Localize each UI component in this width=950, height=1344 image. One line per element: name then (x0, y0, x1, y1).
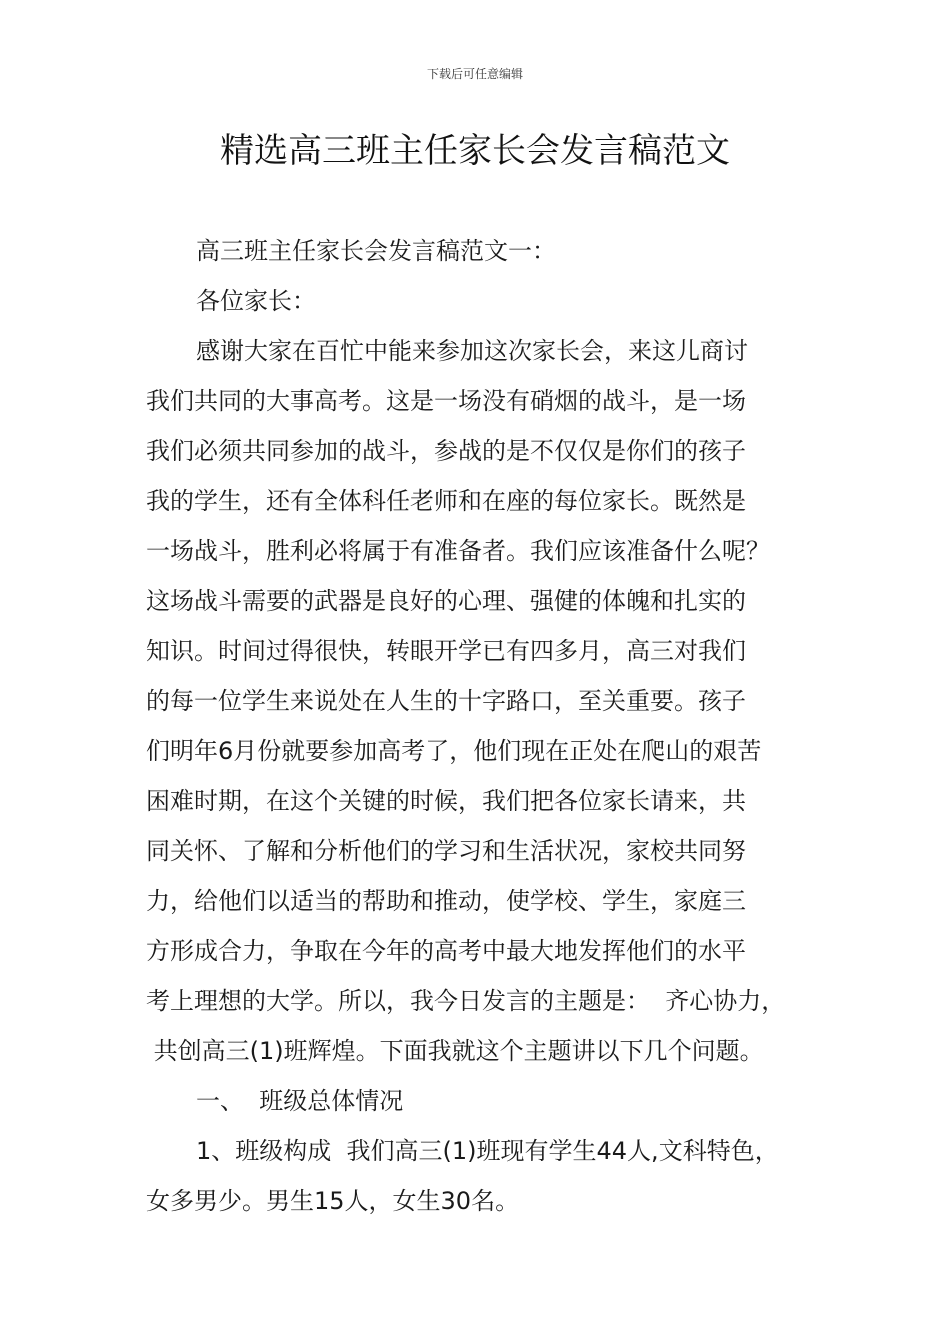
section-heading: 一、 班级总体情况 (196, 1087, 404, 1115)
body-line: 感谢大家在百忙中能来参加这次家长会，来这儿商讨 (196, 337, 748, 365)
body-line: 1、班级构成 我们高三(1)班现有学生44人,文科特色， (196, 1137, 779, 1165)
body-line: 考上理想的大学。所以，我今日发言的主题是： 齐心协力， (146, 987, 786, 1015)
body-line: 们明年6月份就要参加高考了，他们现在正处在爬山的艰苦 (146, 737, 762, 765)
body-line: 各位家长： (196, 287, 316, 315)
document-body (146, 226, 810, 1226)
body-line: 的每一位学生来说处在人生的十字路口，至关重要。孩子 (146, 687, 746, 715)
body-line: 共创高三(1)班辉煌。下面我就这个主题讲以下几个问题。 (146, 1037, 764, 1065)
body-line: 我的学生，还有全体科任老师和在座的每位家长。既然是 (146, 487, 746, 515)
body-line: 高三班主任家长会发言稿范文一： (196, 237, 556, 265)
body-line: 知识。时间过得很快，转眼开学已有四多月，高三对我们 (146, 637, 746, 665)
header-note: 下载后可任意编辑 (426, 67, 523, 81)
body-line: 同关怀、了解和分析他们的学习和生活状况，家校共同努 (146, 837, 746, 865)
body-line: 我们必须共同参加的战斗，参战的是不仅仅是你们的孩子 (146, 437, 746, 465)
body-line: 一场战斗，胜利必将属于有准备者。我们应该准备什么呢？ (146, 537, 770, 565)
body-line: 困难时期，在这个关键的时候，我们把各位家长请来，共 (146, 787, 746, 815)
body-line: 方形成合力，争取在今年的高考中最大地发挥他们的水平 (146, 937, 746, 965)
body-line: 我们共同的大事高考。这是一场没有硝烟的战斗，是一场 (146, 387, 746, 415)
body-line: 女多男少。男生15人，女生30名。 (146, 1187, 520, 1215)
body-line: 这场战斗需要的武器是良好的心理、强健的体魄和扎实的 (146, 587, 746, 615)
body-line: 力，给他们以适当的帮助和推动，使学校、学生，家庭三 (146, 887, 746, 915)
document-title: 精选高三班主任家长会发言稿范文 (220, 131, 730, 171)
